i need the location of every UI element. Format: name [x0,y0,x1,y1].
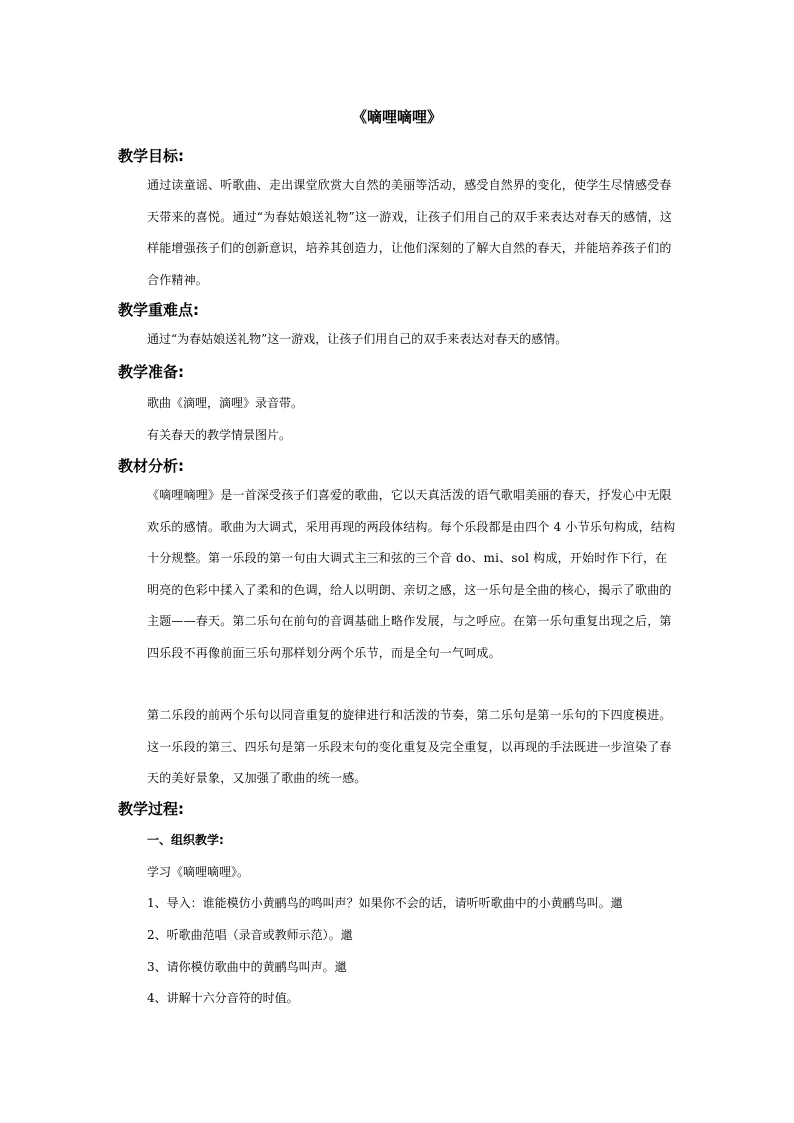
subheading-organize: 一、组织教学: [147,833,224,847]
heading-goals: 教学目标: [118,147,184,165]
paragraph-analysis-2: 第二乐段的前两个乐句以同音重复的旋律进行和活泼的节奏，第二乐句是第一乐句的下四度模进。这一乐段的第三、四乐句是第一乐段末句的变化重复及完全重复，以再现的手法既进一步渲染了春天的美好景象，又加强了歌曲的统一感。 [147,708,672,785]
heading-process: 教学过程: [118,800,184,818]
heading-analysis: 教材分析: [118,457,184,475]
heading-preparation: 教学准备: [118,363,184,381]
process-step: 2、听歌曲范唱（录音或教师示范）。邋 [147,928,353,942]
preparation-item: 歌曲《滴哩，滴哩》录音带。 [147,396,304,410]
paragraph-key-points: 通过“为春姑娘送礼物”这一游戏，让孩子们用自己的双手来表达对春天的感情。 [147,332,568,346]
process-step: 4、讲解十六分音符的时值。 [147,991,299,1005]
document-title: 《嘀哩嘀哩》 [351,108,442,126]
paragraph-analysis-1: 《嘀哩嘀哩》是一首深受孩子们喜爱的歌曲，它以天真活泼的语气歌唱美丽的春天，抒发心中无限欢乐的感情。歌曲为大调式，采用再现的两段体结构。每个乐段都是由四个 4 小节乐句构成，结构十分规整。第一乐段的第一句由大调式主三和弦的三个音 do、mi、sol 构成，开始时作下行，在明亮的色彩中揉入了柔和的色调，给人以明朗、亲切之感，这一乐句是全曲的核心，揭示了歌曲的主题——春天。第二乐句在前句的音调基础上略作发展，与之呼应。在第一乐句重复出现之后，第四乐段不再像前面三乐句那样划分两个乐节，而是全句一气呵成。 [147,488,676,660]
preparation-item: 有关春天的教学情景图片。 [147,428,292,442]
paragraph-goals: 通过读童谣、听歌曲、走出课堂欣赏大自然的美丽等活动，感受自然界的变化，使学生尽情感受春天带来的喜悦。通过“为春姑娘送礼物”这一游戏，让孩子们用自己的双手来表达对春天的感情，这样能增强孩子们的创新意识，培养其创造力，让他们深刻的了解大自然的春天，并能培养孩子们的合作精神。 [147,178,673,287]
process-step: 1、导入：谁能模仿小黄鹂鸟的鸣叫声？如果你不会的话，请听听歌曲中的小黄鹂鸟叫。邋 [147,896,623,910]
heading-key-points: 教学重难点: [118,301,199,319]
process-intro: 学习《嘀哩嘀哩》。 [147,865,250,879]
process-step: 3、请你模仿歌曲中的黄鹂鸟叫声。邋 [147,960,347,974]
